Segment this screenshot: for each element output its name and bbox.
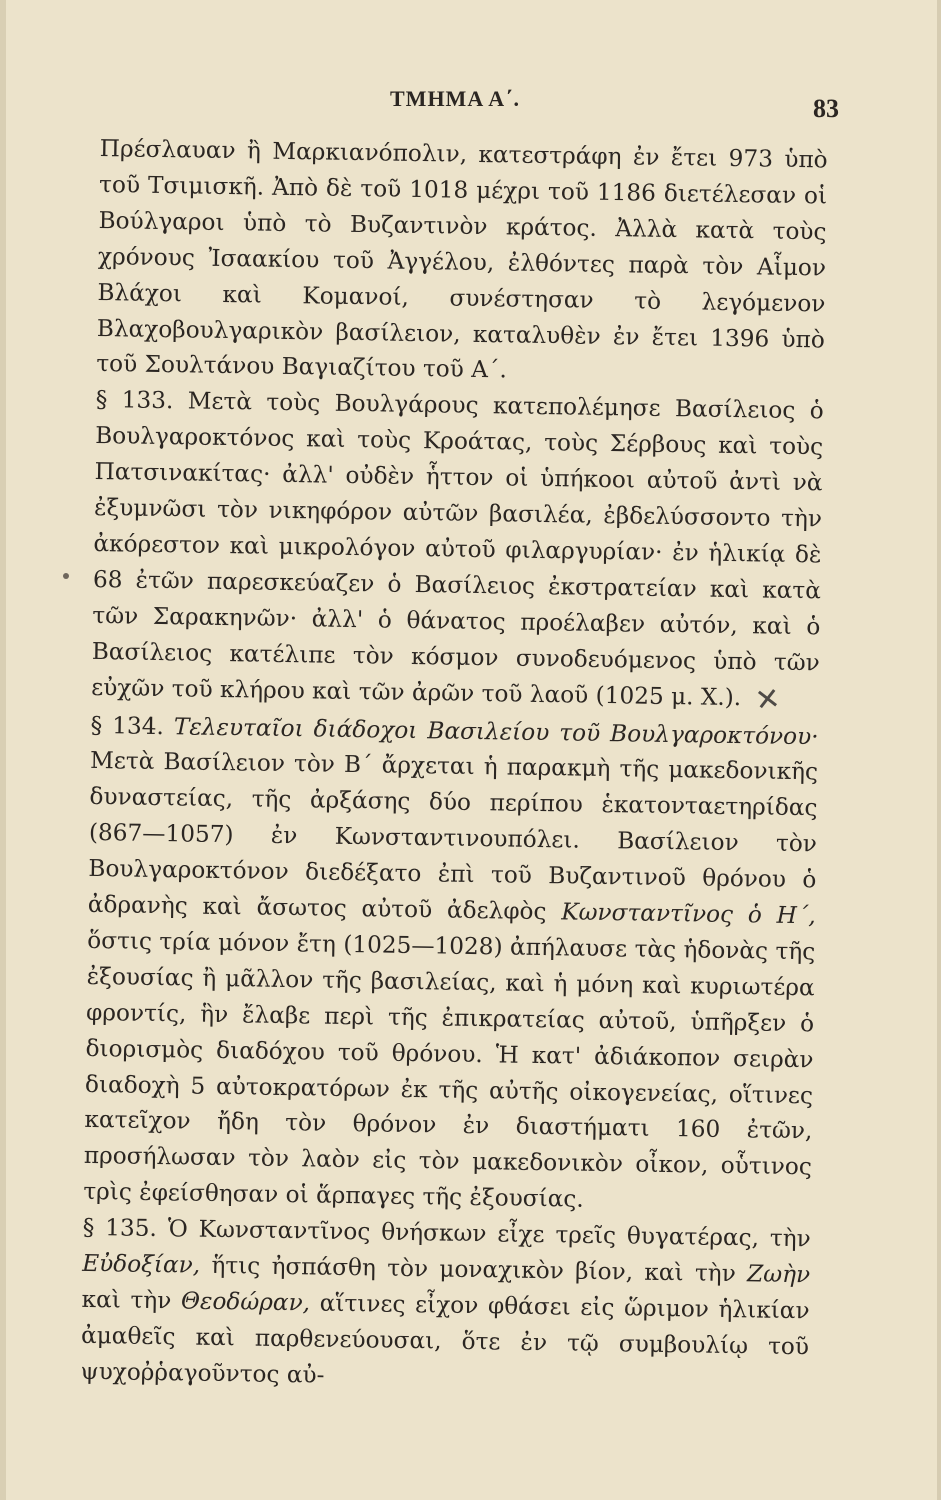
paragraph-1-text: Πρέσλαυαν ἢ Μαρκιανόπολιν, κατεστράφη ἐν ἔτει 973 ὑπὸ τοῦ Τσιμισκῆ. Ἀπὸ δὲ τοῦ 1018 μέχρι τοῦ 1186 διετέλεσαν οἱ Βούλγαροι ὑπὸ τὸ Βυζαντινὸν κράτος. Ἀλλὰ κατὰ τοὺς χρόνους Ἰσαακίου τοῦ Ἀγγέλου, ἐλθόντες παρὰ τὸν Αἷμον Βλάχοι καὶ Κομανοί, συνέστησαν τὸ λεγόμενον Βλαχοβουλγαρικὸν βασίλειον, καταλυθὲν ἐν ἔτει 1396 ὑπὸ τοῦ Σουλτάνου Βαγιαζίτου τοῦ Α΄.	[96, 134, 828, 384]
margin-dot	[63, 573, 69, 579]
section-title-134: Τελευταῖοι διάδοχοι Βασιλείου τοῦ Βουλγαροκτόνου·	[173, 712, 819, 750]
name-eudoxia: Εὐδοξίαν,	[81, 1249, 201, 1279]
page-number: 83	[813, 94, 839, 123]
paragraph-134-text-b: ὅστις τρία μόνον ἔτη (1025—1028) ἀπήλαυσε τὰς ἡδονὰς τῆς ἐξουσίας ἢ μᾶλλον τῆς βασιλείας, καὶ ἡ μόνη καὶ κυριωτέρα φροντίς, ἣν ἔλαβε περὶ τῆς ἐπικρατείας αὐτοῦ, ὑπῆρξεν ὁ διορισμὸς διαδόχου τοῦ θρόνου. Ἡ κατ' ἀδιάκοπον σειρὰν διαδοχὴ 5 αὐτοκρατόρων ἐκ τῆς αὐτῆς οἰκογενείας, οἵτινες κατεῖχον ἤδη τὸν θρόνον ἐν διαστήματι 160 ἐτῶν, προσήλωσαν τὸν λαὸν εἰς τὸν μακεδονικὸν οἶκον, οὗτινος τρὶς ἐφείσθησαν οἱ ἅρπαγες τῆς ἐξουσίας.	[83, 926, 816, 1214]
body-text	[80, 131, 828, 1401]
paragraph-135-text-b: ἥτις ἠσπάσθη τὸν μοναχικὸν βίον, καὶ τὴν	[211, 1251, 736, 1288]
paragraph-134	[83, 707, 819, 1221]
paragraph-133	[91, 382, 824, 719]
paragraph-135-text-c: καὶ τὴν	[81, 1285, 172, 1315]
paragraph-1	[96, 131, 828, 394]
name-theodora: Θεοδώραν,	[180, 1287, 311, 1317]
name-zoe: Ζωὴν	[746, 1260, 811, 1289]
handwritten-x-mark: ✕	[753, 680, 783, 719]
paragraph-135-text-d: αἵτινες εἶχον φθάσει εἰς ὥριμον ἡλικίαν ἀμαθεῖς καὶ παρθενεύουσαι, ὅτε ἐν τῷ συμβουλίῳ τοῦ ψυχοῤῥαγοῦντος αὐ-	[80, 1289, 810, 1389]
running-head: ΤΜΗΜΑ Α΄.	[390, 86, 520, 111]
name-konstantinos: Κωνσταντῖνος ὁ Η΄,	[561, 898, 816, 930]
paragraph-135-text-a: § 135. Ὁ Κωνσταντῖνος θνήσκων εἶχε τρεῖς θυγατέρας, τὴν	[82, 1214, 811, 1253]
section-number-134: § 134.	[90, 711, 165, 740]
paragraph-133-text: § 133. Μετὰ τοὺς Βουλγάρους κατεπολέμησε Βασίλειος ὁ Βουλγαροκτόνος καὶ τοὺς Κροάτας, τοὺς Σέρβους καὶ τοὺς Πατσινακίτας· ἀλλ' οὐδὲν ἧττον οἱ ὑπήκοοι αὐτοῦ ἀντὶ νὰ ἐξυμνῶσι τὸν νικηφόρον αὐτῶν βασιλέα, ἐβδελύσσοντο τὴν ἀκόρεστον καὶ μικρολόγον αὐτοῦ φιλαργυρίαν· ἐν ἡλικίᾳ δὲ 68 ἐτῶν παρεσκεύαζεν ὁ Βασίλειος ἐκστρατείαν καὶ κατὰ τῶν Σαρακηνῶν· ἀλλ' ὁ θάνατος προέλαβεν αὐτόν, καὶ ὁ Βασίλειος κατέλιπε τὸν κόσμον συνοδευόμενος ὑπὸ τῶν εὐχῶν τοῦ κλήρου καὶ τῶν ἀρῶν τοῦ λαοῦ (1025 μ. Χ.).	[91, 386, 824, 711]
paragraph-134-text-a: Μετὰ Βασίλειον τὸν Β΄ ἄρχεται ἡ παρακμὴ τῆς μακεδονικῆς δυναστείας, τῆς ἀρξάσης δύο περίπου ἑκατονταετηρίδας (867—1057) ἐν Κωνσταντινουπόλει. Βασίλειον τὸν Βουλγαροκτόνον διεδέξατο ἐπὶ τοῦ Βυζαντινοῦ θρόνου ὁ ἀδρανὴς καὶ ἄσωτος αὐτοῦ ἀδελφὸς	[87, 747, 819, 926]
paragraph-135	[80, 1210, 811, 1401]
